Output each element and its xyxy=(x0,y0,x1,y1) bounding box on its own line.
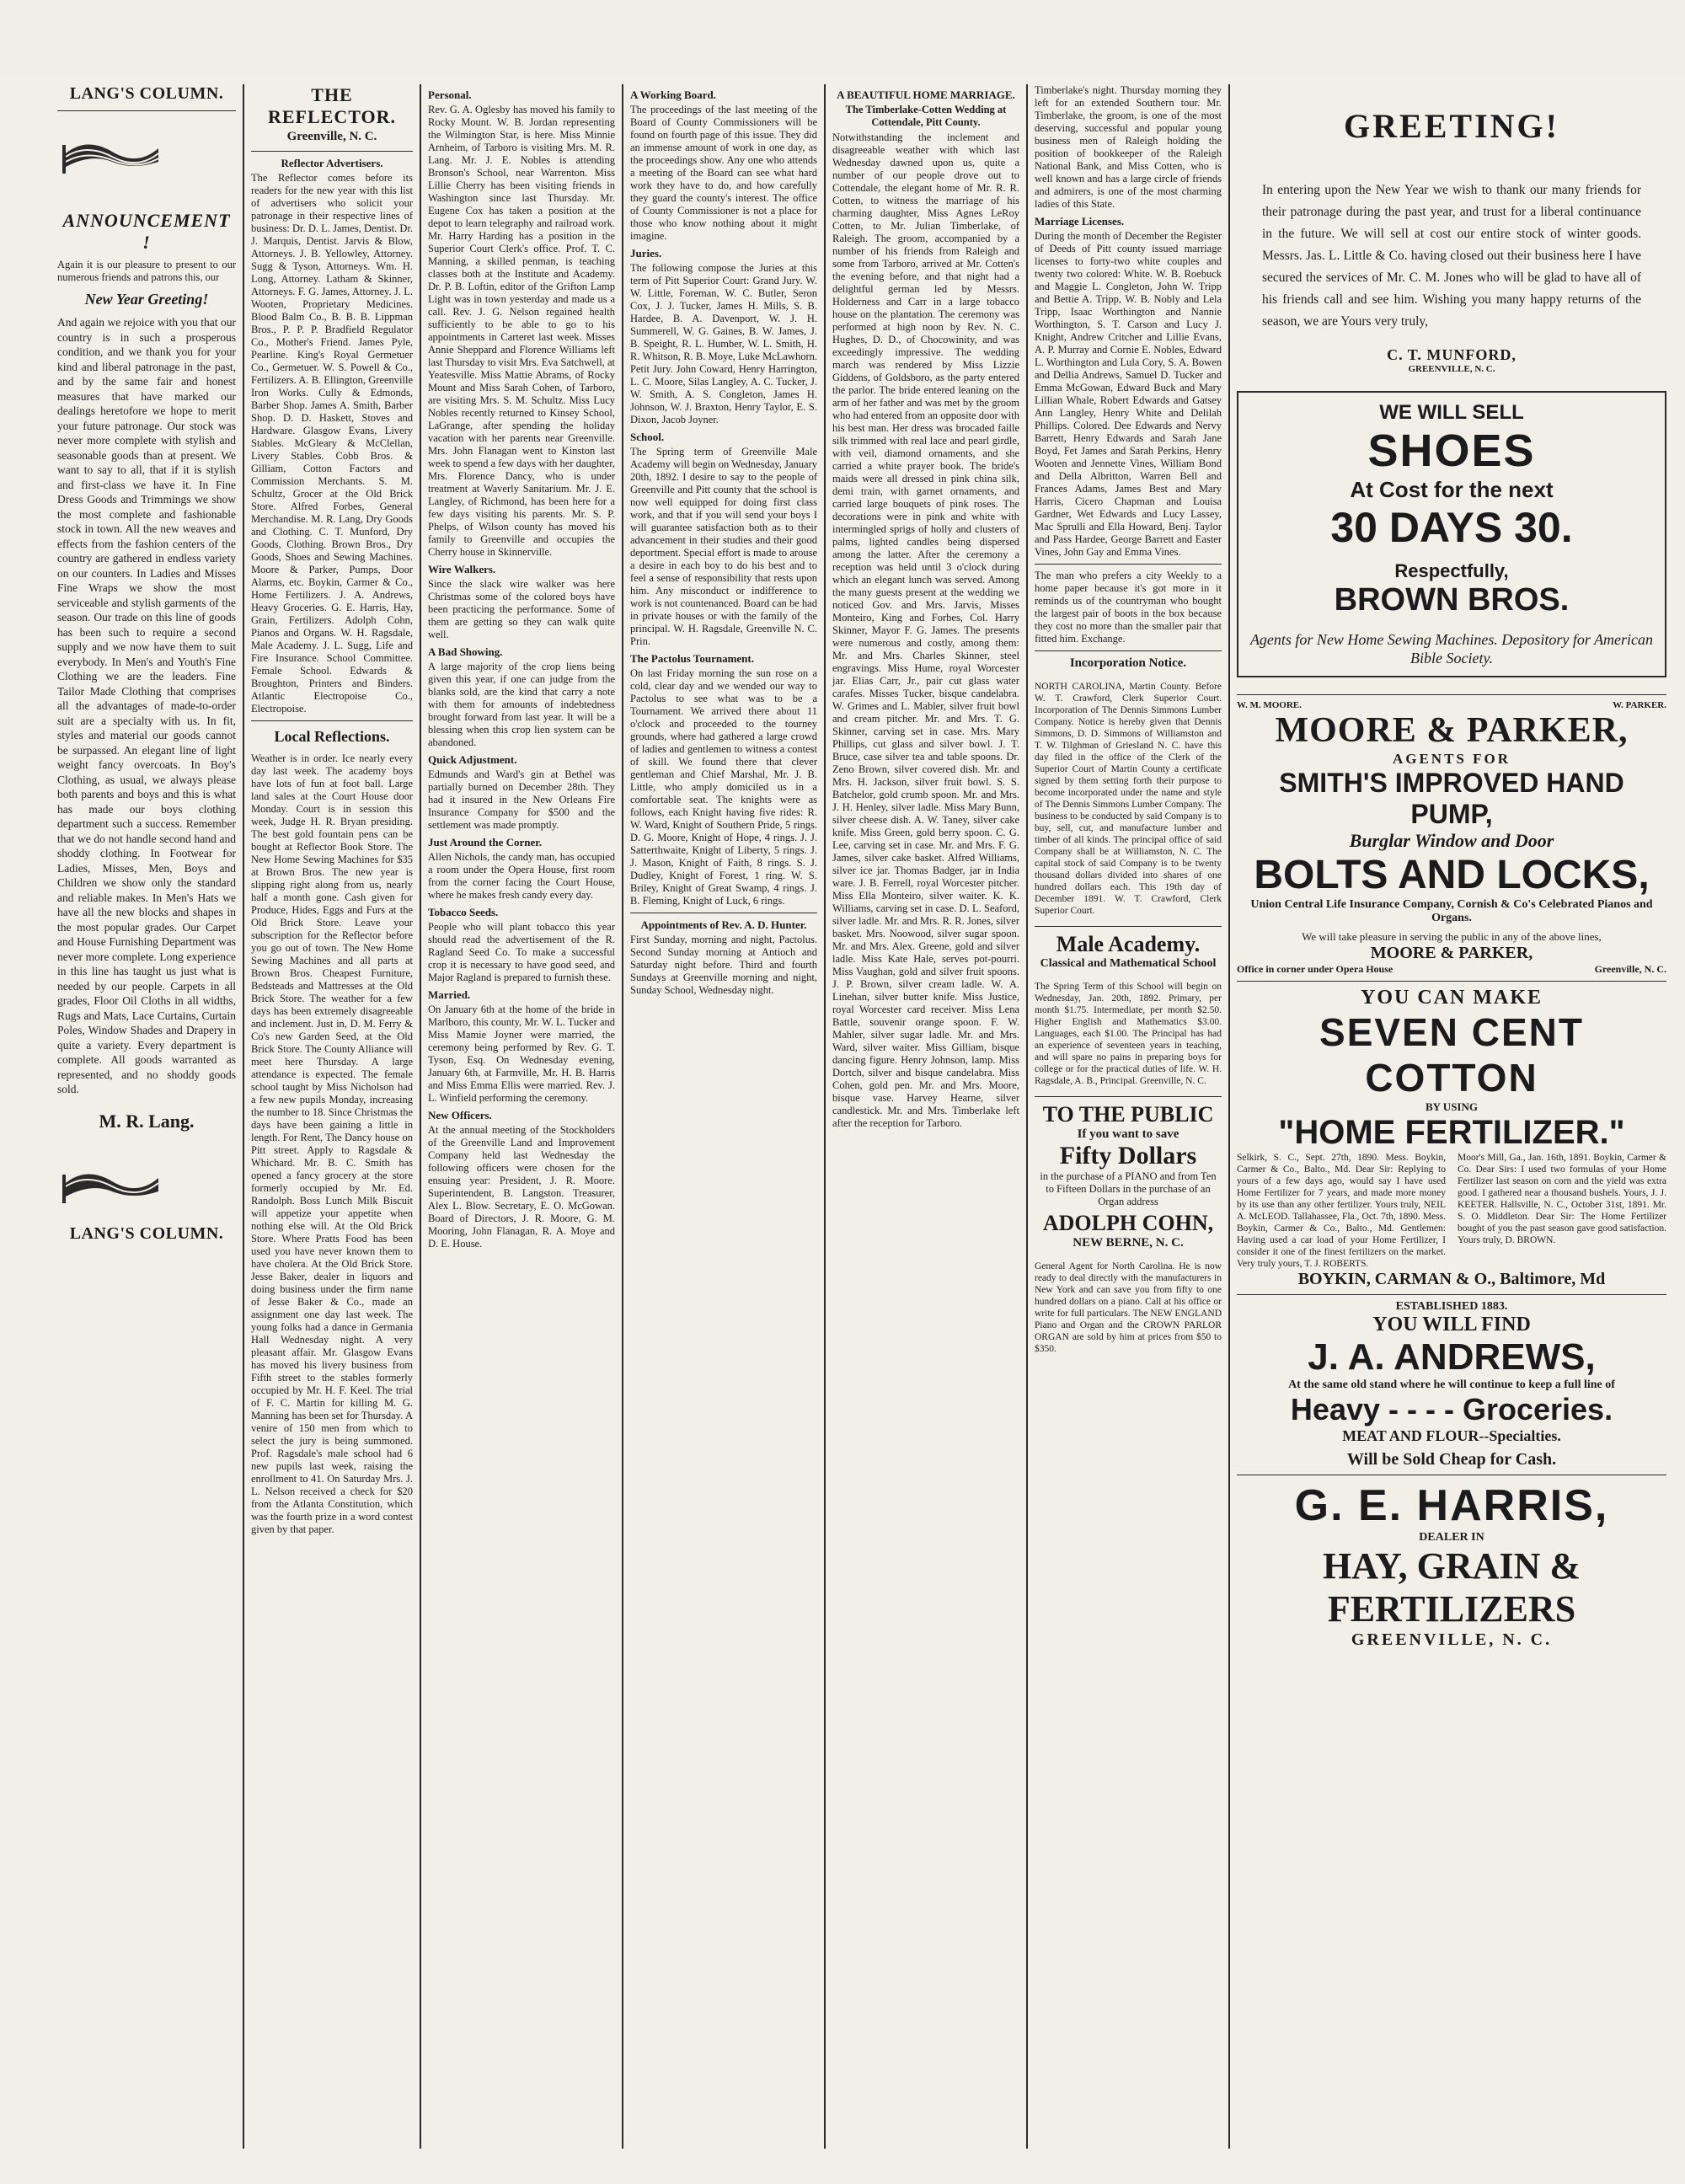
greeting-body: In entering upon the New Year we wish to thank our many friends for their patronage during the past year, and trust for a liberal continuance in the future. We will sell at cost our entire stock of winter goods. Messrs. Jas. L. Little & Co. having closed out their business here I have secured the services of Mr. C. M. Jones who will be glad to have all of his friends call and see him. Wishing you many happy returns of the season, we are Yours very truly, xyxy=(1262,183,1641,329)
column-langs xyxy=(51,84,244,2149)
andrews-l4: At the same old stand where he will continue to keep a full line of xyxy=(1288,1378,1615,1391)
mp-right: W. PARKER. xyxy=(1613,699,1666,710)
incorporation-body: NORTH CAROLINA, Martin County. Before W. T. Crawford, Clerk Superior Court. Incorporation of The Dennis Simmons Lumber Company. Notice is hereby given that Dennis Simmons, D. D. Simmons of Williamston and T. W. Tilghman of Griesland N. C. have this day filed in the office of the Clerk of the Superior Court of Martin County a certificate signed by them setting forth their purpose to become incorporated under the name and style of The Dennis Simmons Lumber Company. The business to be conducted by said Company is to buy, sell, cut, and manufacture lumber and timber of all kinds. The principal office of said Company shall be at Williamston, N. C. The capital stock of said Company is to be twenty thousand dollars divided into shares of one hundred dollars each. This 19th day of December 1891. W. T. Crawford, Clerk Superior Court. xyxy=(1035,681,1222,916)
tournament-body: On last Friday morning the sun rose on a cold, clear day and we wended our way to Pactolus to see what was to be a Tournament. We arrived there about 11 o'clock and proceeded to the tourney grounds, where had gathered a large crowd of ladies and gentlemen to witness a contest of skill. We found there that clever gentleman and Chief Marshal, Mr. J. B. Little, who amply domiciled us in a comfortable seat. The knights were as follows, each Knight having five rides: R. W. Ward, Knight of Southern Pride, 5 rings. D. G. Moore, Knight of Hope, 4 rings. J. J. Satterthwaite, Knight of Liberty, 5 rings. J. J. Mason, Knight of Faith, 8 rings. S. J. Dudley, Knight of Forest, 1 ring. W. S. Briley, Knight of Great Swamp, 4 rings. J. B. Fleming, Knight of Luck, 6 rings. xyxy=(630,667,817,907)
column-marriage xyxy=(826,84,1028,2149)
mp-foot-right: Greenville, N. C. xyxy=(1594,962,1666,975)
school-heading: School. xyxy=(630,431,665,443)
licenses-body: During the month of December the Register of Deeds of Pitt county issued marriage licenses to forty-two white couples and twenty two colored: White. W. B. Roebuck and Maggie L. Congleton, John W. Tripp and Bettie A. Tripp, W. B. Nobly and Lela Tripp, Isaac Worthington and Nannie Worthington, S. T. Carson and Lucy J. Knight, Andrew Critcher and Lillie Evans, A. P. Murray and Cornie E. Nobles, Edward L. Worthington and Lula Cory, S. A. Bowen and Dellia Andrews, Samuel D. Tucker and Emma McGowan, Edward Buck and Mary Lillian Whale, Robert Edwards and Gatsey Ann Langley, Henry White and Delilah Phillips. Colored. Dee Edwards and Nervy Barrett, Henry Edwards and Sarah Jane Boyd, Fet James and Sarah Perkins, Henry Wooten and Jennette Vines, William Bond and Della Albritton, Warren Bell and Frances Adams, James Best and Mary Harris, Cicero Chapman and Louisa Gardner, Wet Edwards and Lucy Lassey, Mac Sprulli and Ella Howard, Benj. Taylor and Pass Hardee, George Barrett and Easter Vines, John Gay and Emma Vines. xyxy=(1035,230,1222,558)
andrews-l2: YOU WILL FIND xyxy=(1372,1313,1531,1336)
advertisers-list: The Reflector comes before its readers for the new year with this list of advertisers who solicit your patronage in their respective lines of business: Dr. D. L. James, Dentist. Dr. J. Marquis, Dentist. Jarvis & Blow, Attorneys. J. B. Yellowley, Attorney. Sugg & Tyson, Attorneys. Wm. H. Long, Attorney. Latham & Skinner, Attorneys. F. G. James, Attorney. J. L. Wooten, Proprietary Medicines. Blood Balm Co., B. B. B. Lippman Bros., P. P. P. Bradfield Regulator Co., Mother's Friend. James Pyle, Pearline. King's Royal Germetuer Co., Germetuer. W. S. Powell & Co., Fertilizers. A. B. Ellington, Greenville Iron Works. Cully & Edmonds, Barber Shop. James A. Smith, Barber Shop. D. D. Haskett, Stoves and Hardware. Glasgow Evans, Livery Stables. McGleary & McClellan, Livery Stables. Cobb Bros. & Gilliam, Cotton Factors and Commission Merchants. S. M. Schultz, Grocer at the Old Brick Store. Alfred Forbes, General Merchandise. M. R. Lang, Dry Goods and Clothing. C. T. Munford, Dry Goods, Clothing. Brown Bros., Dry Goods, Shoes and Sewing Machines. Moore & Parker, Pumps, Door Alarms, etc. Boykin, Carmer & Co., Home Fertilizers. J. A. Andrews, Heavy Groceries. G. E. Harris, Hay, Grain, Fertilizers. Adolph Cohn, Pianos and Organs. W. H. Ragsdale, Male Academy. J. L. Sugg, Life and Fire Insurance. School Committee. Female School. Edwards & Broughton, Printers and Binders. Atlantic Electropoise Co., Electropoise. xyxy=(251,172,413,715)
cotton-footer: BOYKIN, CARMAN & O., Baltimore, Md xyxy=(1297,1269,1606,1288)
tournament-heading: The Pactolus Tournament. xyxy=(630,652,754,665)
shoes-l6: BROWN BROS. xyxy=(1334,581,1570,618)
langs-footer: LANG'S COLUMN. xyxy=(69,1223,224,1243)
juries-body: The following compose the Juries at this term of Pitt Superior Court: Grand Jury. W. W. Little, Foreman, W. C. Butler, Seron Cox, J. J. Tucker, James H. Mills, S. B. Hardee, B. A. Davenport, W. J. H. Summerell, W. G. Gaines, B. W. James, J. B. Speight, R. L. Humber, W. L. Smith, H. R. Whitson, R. B. Moye, Luke McLawhorn. Petit Jury. John Coward, Henry Harrington, L. C. Moore, Silas Langley, A. C. Tucker, J. W. Smith, A. S. Congleton, James H. Johnson, W. J. Braxton, Henry Taylor, E. S. Dixon, Jacob Joyner. xyxy=(630,262,817,426)
scan-margin xyxy=(0,0,1685,76)
mp-l3: SMITH'S IMPROVED HAND PUMP, xyxy=(1279,767,1624,829)
column-board xyxy=(623,84,826,2149)
divider xyxy=(57,110,236,111)
mp-l4: Burglar Window and Door xyxy=(1349,829,1554,851)
divider xyxy=(1035,1096,1222,1097)
greeting-signature: C. T. MUNFORD, xyxy=(1387,345,1516,363)
cotton-l4: "HOME FERTILIZER." xyxy=(1278,1113,1625,1151)
divider xyxy=(251,720,413,721)
harris-l3: HAY, GRAIN & FERTILIZERS xyxy=(1322,1544,1581,1630)
local-reflections-heading: Local Reflections. xyxy=(274,728,390,745)
mp-l8: MOORE & PARKER, xyxy=(1370,943,1533,962)
announcement-intro: Again it is our pleasure to present to our numerous friends and patrons this, our xyxy=(57,259,236,283)
bad-showing-body: A large majority of the crop liens being given this year, if one can judge from the blanks sold, are the kind that carry a note with them for amounts of indebtedness brought forward from last year. It will be a blessing when this crop lien system can be abandoned. xyxy=(428,661,615,748)
appointments-heading: Appointments of Rev. A. D. Hunter. xyxy=(640,918,807,931)
mp-l6: Union Central Life Insurance Company, Cornish & Co's Celebrated Pianos and Organs. xyxy=(1250,897,1653,924)
quick-adjustment-body: Edmunds and Ward's gin at Bethel was partially burned on December 28th. They had it insured in the New Orleans Fire Insurance Company for $500 and the settlement was made promptly. xyxy=(428,768,615,831)
corner-heading: Just Around the Corner. xyxy=(428,836,543,848)
langs-signature: M. R. Lang. xyxy=(99,1110,195,1132)
divider xyxy=(1237,1294,1666,1295)
to-the-public-title: TO THE PUBLIC xyxy=(1042,1102,1214,1127)
divider xyxy=(1237,694,1666,695)
cotton-l2: SEVEN CENT COTTON xyxy=(1319,1009,1584,1100)
male-academy-body: The Spring Term of this School will begin on Wednesday, Jan. 20th, 1892. Primary, per month $1.75. Intermediate, per month $2.50. Higher English and Mathematics $3.00. Languages, each $1.00. The Principal has had an experience of seventeen years in teaching, and will spare no pains in preparing boys for college or for the practical duties of life. W. H. Ragsdale, A. B., Principal. Greenville, N. C. xyxy=(1035,981,1222,1086)
harris-l1: G. E. HARRIS, xyxy=(1294,1480,1609,1530)
new-year-greeting: New Year Greeting! xyxy=(84,291,209,308)
flag-icon xyxy=(57,128,167,179)
greeting-title: GREETING! xyxy=(1344,107,1559,145)
andrews-l7: Will be Sold Cheap for Cash. xyxy=(1346,1449,1557,1469)
column-personal xyxy=(421,84,623,2149)
column-grid xyxy=(51,84,1673,2149)
marriage-heading: A BEAUTIFUL HOME MARRIAGE. xyxy=(837,88,1015,101)
officers-heading: New Officers. xyxy=(428,1109,492,1121)
andrews-ad xyxy=(1237,1300,1666,1469)
quick-adjustment-heading: Quick Adjustment. xyxy=(428,753,517,766)
cohn-name: ADOLPH COHN, xyxy=(1042,1211,1214,1235)
to-the-public-body: General Agent for North Carolina. He is now ready to deal directly with the manufacturers in New York and can save you from fifty to one hundred dollars on a piano. Call at his office or write for full particulars. The NEW ENGLAND Piano and Organ and the CROWN PARLOR ORGAN are sold by him at prices from $50 to $350. xyxy=(1035,1261,1222,1354)
moore-parker-ad xyxy=(1237,700,1666,976)
married-heading: Married. xyxy=(428,988,471,1001)
flag-icon xyxy=(57,1158,167,1208)
divider xyxy=(1035,926,1222,927)
mp-l1: MOORE & PARKER, xyxy=(1275,710,1629,750)
shoes-ad xyxy=(1237,391,1666,677)
personal-heading: Personal. xyxy=(428,88,472,101)
tobacco-heading: Tobacco Seeds. xyxy=(428,906,499,918)
to-the-public-amount: Fifty Dollars xyxy=(1059,1142,1197,1170)
cotton-l1: YOU CAN MAKE xyxy=(1361,986,1543,1009)
andrews-l5: Heavy - - - - Groceries. xyxy=(1290,1391,1613,1427)
cotton-l3: BY USING xyxy=(1425,1100,1478,1113)
divider xyxy=(251,151,413,152)
male-academy-title: Male Academy. xyxy=(1056,932,1201,956)
local-reflections: Weather is in order. Ice nearly every day last week. The academy boys have lots of fun at foot ball. Large land sales at the Court House door Monday. Court is in session this week, Judge H. R. Bryan presiding. The best gold fountain pens can be bought at Reflector Book Store. The New Home Sewing Machines for $35 at Brown Bros. The new year is slipping right along from us, nearly half a month gone. Cash given for Produce, Hides, Eggs and Furs at the Old Brick Store. Leave your subscription for the Reflector before you go out of town. The New Home Sewing Machines and all parts at Brown Bros. Cheapest Furniture, Bedsteads and Mattresses at the Old Brick Store. The weather for a few days has been extremely disagreeable and inclement. Just in, D. M. Ferry & Co's new Garden Seed, at the Old Brick Store. The County Alliance will meet here Thursday. A large attendance is expected. The female school taught by Miss Nicholson had a few new pupils Monday, increasing the number to 18. Since Christmas the days have been gaining a little in length. For Rent, The Dancy house on Pitt street. Apply to Ragsdale & Whichard. Mr. B. C. Smith has opened a fancy grocery at the store formerly occupied by Mr. Ed. Randolph. Boss Lunch Milk Biscuit will appetize your appetite when nothing else will. At the Old Brick Store. Where Pratts Food has been used you have never known them to have cholera. At the Old Brick Store. Jesse Baker, dealer in liquors and doing business under the firm name of Jesse Baker & Co., made an assignment one day last week. The young folks had a dance in Germania Hall Wednesday night. A very pleasant affair. Mr. Glasgow Evans has moved his livery business from Fifth street to the stables formerly occupied by Mr. H. F. Keel. The trial of F. C. Martin for killing M. G. Manning has been set for Thursday. A venire of 150 men from which to select the jury is being summoned. Prof. Ragsdale's male school had 6 new pupils last week, raising the enrollment to 41. On Saturday Mrs. J. L. Nelson received a check for $20 from the Atlanta Constitution, which was the fourth prize in a word contest given by that paper. xyxy=(251,752,413,1535)
langs-body: And again we rejoice with you that our country is in such a prosperous condition, and we thank you for your kind and liberal patronage in the past, and by the same fair and honest measures that have marked our dealings heretofore we hope to merit your future patronage. Our stock was never more complete with stylish and seasonable goods than at present. We want to say to all, that if it is stylish and first-class we have it. In Fine Dress Goods and Trimmings we show the most complete and fashionable stock in town. All the new weaves and effects from the fashion centers of the country are gathered in endless variety on our counters. In Ladies and Misses Fine Wraps we show the most serviceable and stylish garments of the season. Our trade on this line of goods has been such to require a second supply and we now have them to suit everybody. In Men's and Youth's Fine Clothing we are the leaders. Fine Tailor Made Clothing that comprises all the advantages of made-to-order suit are a specialty with us. In fit, styles and material our goods cannot be surpassed. An elegant line of light weight fancy overcoats. In Boy's Clothing, as usual, we always please both parents and boys and this is what has made our boys clothing department such a success. Remember that we do not handle second hand and shoddy clothing. In Footwear for Ladies, Misses, Men, Boys and Children we show only the standard and reliable makes. In Men's Hats we have all the new blocks and shapes in the most popular grades. Our Carpet and House Furnishing Department was never more complete. Long experience in this line has taught us just what is needed by our people. Carpets in all grades, Floor Oil Cloths in all widths, Rugs and Mats, Lace Curtains, Curtain Poles, Window Shades and Drapery in quite a variety. Every department is complete. All goods warranted as represented, and no shoddy goods sold. xyxy=(57,316,236,1095)
licenses-heading: Marriage Licenses. xyxy=(1035,215,1125,228)
appointments-body: First Sunday, morning and night, Pactolus. Second Sunday morning at Antioch and Saturday night before. Third and fourth Sundays at Greenville morning and night, Sunday School, Wednesday night. xyxy=(630,934,817,996)
cohn-place: NEW BERNE, N. C. xyxy=(1073,1236,1184,1250)
school-body: The Spring term of Greenville Male Academy will begin on Wednesday, January 20th, 1892. I desire to say to the people of Greenville and Pitt county that the school is now well equipped for doing first class work, and that if you will send your boys I will guarantee satisfaction both as to their advancement in their studies and their good deportment. Special effort is made to arouse a desire in each boy to do his best and to feel a sense of responsibility that rests upon him. Any misconduct or indifference to work is not countenanced. Board can be had in private houses or with the family of the principal. W. H. Ragsdale, Greenville N. C. Prin. xyxy=(630,446,817,647)
juries-heading: Juries. xyxy=(630,247,662,260)
marriage-subheading: The Timberlake-Cotten Wedding at Cottendale, Pitt County. xyxy=(845,104,1007,128)
greeting-place: GREENVILLE, N. C. xyxy=(1408,363,1495,374)
column-licenses xyxy=(1028,84,1230,2149)
mp-l7: We will take pleasure in serving the public in any of the above lines, xyxy=(1302,929,1602,943)
marriage-body: Notwithstanding the inclement and disagreeable weather with which last Wednesday dawned upon us, quite a number of our people drove out to Cottendale, the elegant home of Mr. R. R. Cotten, to witness the marriage of his charming daughter, Miss Agnes LeRoy Cotten, to Mr. Julian Timberlake, of Raleigh. The groom, accompanied by a number of his friends from Raleigh and some from Tarboro, arrived at Mr. Cotten's the evening before, and that night had a delightful german led by Messrs. Holderness and Carr in a large tobacco house on the plantation. The ceremony was performed at high noon by Rev. N. C. Hughes, D. D., of Chocowinity, and was exceedingly impressive. The wedding march was rendered by Miss Lizzie Giddens, of Goldsboro, as the party entered the parlor. The bride entered leaning on the arm of her father and was met by the groom who had entered from an opposite door with his best man. Her dress was brocaded faille silk trimmed with real lace and pearl girdle, with veil, diamond ornaments, and she carried a white prayer book. The bride's maids were all dressed in pink china silk, demi train, with garnet ornaments, and carried large bouquets of pink roses. The decorations were in pink and white with intermingled sprigs of holly and clusters of palms, lighted candles being dispersed among the latter. After the ceremony a reception was held until 3 o'clock during which an elegant lunch was served. Among the many guests present at the wedding we noticed Gov. and Mrs. Jarvis, Misses Monteiro, King and Forbes, Col. Harry Skinner, Mayor F. G. James. The presents were numerous and costly, among them: Mr. and Mrs. Charles Skinner, steel engravings. Miss Hume, royal Worcester jar. Elias Carr, Jr., pair cut glass water carafes. Misses Tucker, bisque candelabra. W. Grimes and L. Mabler, silver fruit bowl and cream pitcher. Mr. and Mrs. T. G. Skinner, carving set in case. Mrs. Mary Phillips, cut glass and silver bowl. J. T. Bruce, case silver tea and table spoons. Dr. Zeno Brown, silver covered dish. Mr. and Mrs. H. Jackson, silver fruit bowl. S. S. Batchelor, gold crumb spoon. Mr. and Mrs. J. H. Henley, silver ladle. Miss Mary Bunn, silver cheese dish. A. W. Taney, silver cake knife. Miss Green, gold berry spoon. C. G. Lee, carving set in case. Mr. and Mrs. F. G. James, silver cake basket. Alfred Williams, silver ice jar. Thomas Badger, jar in India ware. J. B. Ferrell, royal Worcester pitcher. Miss Ella Monteiro, silver waiter. K. K. Williams, carving set in case. D. L. Seaford, silver ladle. Mr. and Mrs. R. R. Jones, silver basket. Mrs. Noowood, silver sugar spoon. Mr. and Mrs. Alex. Greene, gold and silver ladle. Miss Kate Hale, serves pot-pourri. Miss Vaughan, gold and silver fruit spoons. J. P. Brown, silver cream ladle. W. A. Linehan, silver butter knife. Miss Justice, royal Worcester card receiver. Miss Lena Battle, souvenir orange spoon. F. W. Mahler, silver sugar ladle. Mr. and Mrs. Ward, silver waiter. Miss Gilliam, bisque dancing figure. Henry Johnson, lamp. Miss Dortch, silver and bisque candelabra. Miss Cohen, gold pen. Mr. and Mrs. Moore, bisque vase. Harvey Hearne, silver candlestick. Mr. and Mrs. Timberlake left after the reception for Tarboro. xyxy=(832,131,1019,1129)
column-reflector xyxy=(244,84,421,2149)
personal-body: Rev. G. A. Oglesby has moved his family to Rocky Mount. W. B. Jordan representing the Wilmington Star, is here. Miss Minnie Arnheim, of Tarboro is visiting Mrs. M. R. Lang. Mr. J. E. Nobles is attending Bronson's School, near Warrenton. Miss Lillie Cherry has been visiting friends in Washington since last Thursday. Mr. Eugene Cox has taken a position at the depot to learn telegraphy and railroad work. Mr. Harry Harding has a position in the Superior Court Clerk's office. Prof. T. C. Manning, a skilled penman, is teaching classes both at the Institute and Academy. Dr. P. B. Loftin, editor of the Grifton Lamp Light was in town yesterday and made us a call. Rev. J. G. Nelson regained health sufficiently to be able to go to his appointments in Carteret last week. Misses Annie Sheppard and Florence Williams left last Thursday to visit Mrs. Eva Satchwell, at Yeatesville. Miss Mattie Abrams, of Rocky Mount and Miss Sarah Cohen, of Tarboro, are visiting Mrs. S. M. Schultz. Miss Lucy Nobles recently returned to Kinsey School, LaGrange, after spending the holiday vacation with her parents near Greenville. Mrs. John Flanagan went to Kinston last week to spend a few days with her daughter, Mrs. Florence Dancy, who is under treatment at Waverly Sanitarium. Mr. J. E. Langley, of Richmond, has been here for a few days visiting his parents. Mr. S. P. Phelps, of Wilson county has moved his family to Greenville and occupies the Cherry house in Skinnerville. xyxy=(428,104,615,558)
mp-left: W. M. MOORE. xyxy=(1237,699,1302,710)
mp-foot-left: Office in corner under Opera House xyxy=(1237,962,1393,975)
working-board-body: The proceedings of the last meeting of the Board of County Commissioners will be found on fourth page of this issue. They did an immense amount of work in one day, as the proceedings show. Any one who attends a meeting of the Board can see what hard work they have to do, and how carefully they guard the county's interest. The office of County Commissioner is not a place for those who know nothing about it might imagine. xyxy=(630,104,817,242)
harris-l4: GREENVILLE, N. C. xyxy=(1351,1630,1553,1649)
bad-showing-heading: A Bad Showing. xyxy=(428,645,503,658)
male-academy-subtitle: Classical and Mathematical School xyxy=(1040,957,1217,970)
announcement-heading: ANNOUNCEMENT ! xyxy=(62,210,231,253)
reflector-title: THE REFLECTOR. xyxy=(267,84,396,127)
shoes-l5: Respectfully, xyxy=(1394,559,1509,581)
advertisers-heading: Reflector Advertisers. xyxy=(281,157,383,169)
mp-l5: BOLTS AND LOCKS, xyxy=(1254,852,1650,897)
column-ads xyxy=(1230,84,1673,2149)
mp-l2: AGENTS FOR xyxy=(1392,750,1511,767)
shoes-l4: 30 DAYS 30. xyxy=(1330,503,1573,551)
married-body: On January 6th at the home of the bride in Marlboro, this county, Mr. W. L. Tucker and Miss Mamie Joyner were married, the ceremony being performed by Rev. G. T. Tyson, Esq. On Wednesday evening, January 6th, at Farmville, Mr. H. B. Harris and Miss Emma Ellis were married. Rev. J. L. Winfield performing the ceremony. xyxy=(428,1004,615,1104)
harris-ad xyxy=(1237,1480,1666,1650)
harris-l2: DEALER IN xyxy=(1419,1530,1484,1544)
shoes-l1: WE WILL SELL xyxy=(1379,400,1524,424)
working-board-heading: A Working Board. xyxy=(630,88,716,101)
reflector-place: Greenville, N. C. xyxy=(286,130,377,143)
wire-walkers-heading: Wire Walkers. xyxy=(428,563,496,575)
to-the-public-pre: If you want to save xyxy=(1077,1127,1180,1141)
corner-body: Allen Nichols, the candy man, has occupied a room under the Opera House, first room from the corner facing the Court House, where he makes fresh candy every day. xyxy=(428,851,615,901)
langs-masthead: LANG'S COLUMN. xyxy=(69,84,224,103)
marriage-continued: Timberlake's night. Thursday morning they left for an extended Southern tour. Mr. Timberlake, the groom, is one of the most deserving, successful and popular young business men of Raleigh holding the position of bookkeeper of the Raleigh National Bank, and Miss Cotten, who is well known and has a large circle of friends and admirers, is one of the most charming ladies of this State. xyxy=(1035,84,1222,210)
shoes-l2: SHOES xyxy=(1367,425,1536,476)
andrews-l3: J. A. ANDREWS, xyxy=(1308,1336,1596,1378)
wire-walkers-body: Since the slack wire walker was here Christmas some of the colored boys have been practicing the performance. Some of them are getting so they can walk quite well. xyxy=(428,578,615,640)
shoes-l3: At Cost for the next xyxy=(1350,476,1554,502)
divider xyxy=(1035,650,1222,651)
divider xyxy=(1237,981,1666,982)
officers-body: At the annual meeting of the Stockholders of the Greenville Land and Improvement Company held last Wednesday the following officers were chosen for the ensuing year: President, J. R. Moore. Superintendent, B. Langston. Treasurer, Alex L. Blow. Secretary, E. O. McGowan. Board of Directors, J. R. Moore, G. M. Mooring, John Flanagan, R. A. Moye and D. E. House. xyxy=(428,1124,615,1250)
to-the-public-mid: in the purchase of a PIANO and from Ten to Fifteen Dollars in the purchase of an Organ address xyxy=(1040,1170,1217,1207)
andrews-l6: MEAT AND FLOUR--Specialties. xyxy=(1342,1427,1561,1444)
divider xyxy=(1035,564,1222,565)
weekly-paragraph: The man who prefers a city Weekly to a home paper because it's got more in it reminds us of the countryman who bought the largest pair of boots in the box because they cost no more than the smaller pair that fitted him. Exchange. xyxy=(1035,570,1222,645)
cotton-ad xyxy=(1237,987,1666,1289)
cotton-testimonial-left: Selkirk, S. C., Sept. 27th, 1890. Mess. Boykin, Carmer & Co., Balto., Md. Dear Sir: Replying to yours of a few days ago, would say I have used Home Fertilizer for 7 years, and made more money by its use than any other fertilizer. Yours truly, NEIL A. McLEOD. Tallahassee, Fla., Oct. 7th, 1890. Mess. Boykin, Carmer & Co., Balto., Md. Gentlemen: Having used a car load of your Home Fertilizer, I consider it one of the finest fertilizers on the market. Very truly yours, T. J. ROBERTS. xyxy=(1237,1152,1446,1269)
incorporation-heading: Incorporation Notice. xyxy=(1069,656,1187,670)
shoes-l7: Agents for New Home Sewing Machines. Depository for American Bible Society. xyxy=(1249,630,1654,666)
cotton-testimonial-right: Moor's Mill, Ga., Jan. 16th, 1891. Boykin, Carmer & Co. Dear Sirs: I used two formulas of your Home Fertilizer last season on corn and the yield was extra good. I gathered near a thousand bushels. Yours, J. J. KEETER. Hallsville, N. C., October 31st, 1891. Mr. S. O. Middleton. Dear Sir: The Home Fertilizer bought of you the past season gave good satisfaction. Yours truly, D. BROWN. xyxy=(1458,1152,1666,1245)
andrews-l1: ESTABLISHED 1883. xyxy=(1395,1299,1508,1313)
tobacco-body: People who will plant tobacco this year should read the advertisement of the R. Ragland Seed Co. To make a successful crop it is necessary to have good seed, and Major Ragland is prepared to furnish these. xyxy=(428,921,615,983)
